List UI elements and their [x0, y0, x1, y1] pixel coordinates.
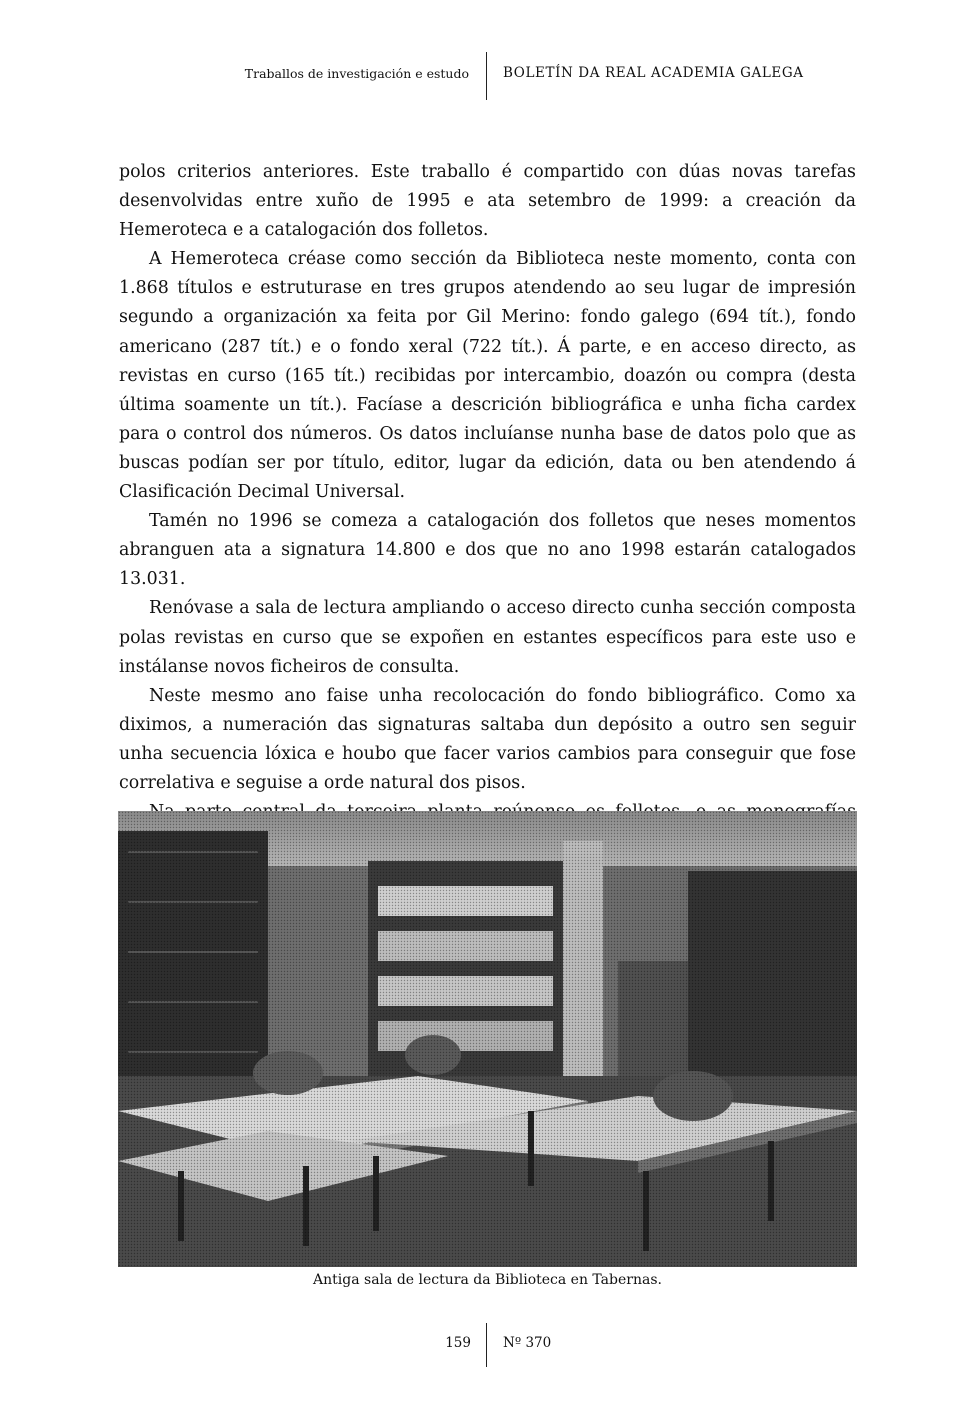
figure-caption: Antiga sala de lectura da Biblioteca en Tabernas. — [313, 1272, 662, 1288]
page-number: 159 — [445, 1335, 471, 1351]
page-footer — [0, 1323, 975, 1367]
header-section-title: Traballos de investigación e estudo — [244, 66, 469, 81]
reading-room-illustration — [118, 811, 857, 1267]
running-header — [0, 52, 975, 100]
issue-number: Nº 370 — [503, 1335, 552, 1351]
paragraph: Tamén no 1996 se comeza a catalogación dos folletos que neses momentos abranguen ata a signatura 14.800 e dos que no ano 1998 estarán catalogados 13.031. — [119, 511, 856, 590]
paragraph: A Hemeroteca créase como sección da Biblioteca neste momento, conta con 1.868 títulos e estruturase en tres grupos atendendo ao seu lugar de impresión segundo a organización xa feita por Gil Merino: fondo galego (694 tít.), fondo americano (287 tít.) e o fondo xeral (722 tít.). Á parte, e en acceso directo, as revistas en curso (165 tít.) recibidas por intercambio, doazón ou compra (desta última soamente un tít.). Facíase a descrición bibliográfica e unha ficha cardex para o control dos números. Os datos incluíanse nunha base de datos polo que as buscas podían ser por título, editor, lugar da edición, data ou ben atendendo á Clasificación Decimal Universal. — [119, 249, 856, 503]
paragraph: polos criterios anteriores. Este traballo é compartido con dúas novas tarefas desenvolvidas entre xuño de 1995 e ata setembro de 1999: a creación da Hemeroteca e a catalogación dos folletos. — [119, 162, 856, 241]
body-text — [119, 158, 856, 856]
header-journal-title: BOLETÍN DA REAL ACADEMIA GALEGA — [503, 65, 804, 81]
paragraph: Renóvase a sala de lectura ampliando o acceso directo cunha sección composta polas revistas en curso que se expoñen en estantes específicos para este uso e instálanse novos ficheiros de consulta. — [119, 598, 856, 677]
footer-divider — [486, 1323, 487, 1367]
header-divider — [486, 52, 487, 100]
paragraph: Neste mesmo ano faise unha recolocación do fondo bibliográfico. Como xa diximos, a numeración das signaturas saltaba dun depósito a outro sen seguir unha secuencia lóxica e houbo que facer varios cambios para conseguir que fose correlativa e seguise a orde natural dos pisos. — [119, 685, 856, 793]
reading-room-photo — [118, 811, 857, 1267]
